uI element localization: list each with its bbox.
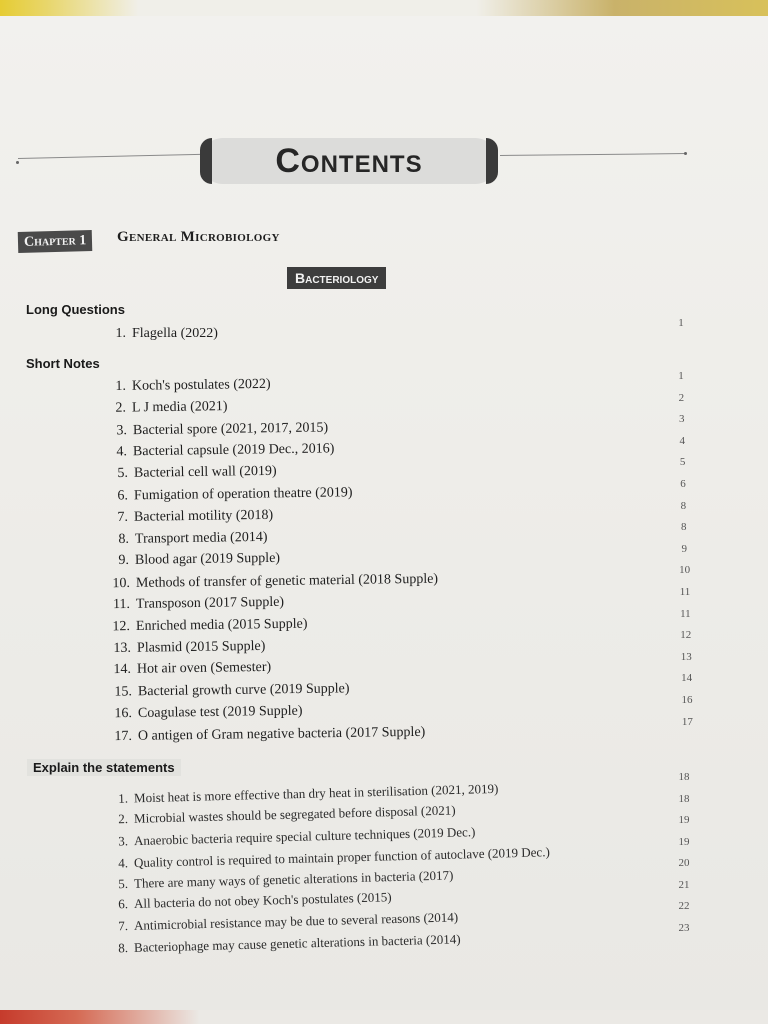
- entry-page-number: 18: [678, 771, 690, 783]
- entry-number: 7.: [118, 918, 129, 934]
- entry-number: 6.: [118, 896, 129, 912]
- entry-page-number: 13: [680, 650, 692, 663]
- entry-page-number: 6: [680, 478, 686, 490]
- entry-number: 16.: [114, 706, 133, 722]
- page-bottom-edge: [0, 1010, 768, 1024]
- entry-text: Bacterial motility (2018): [134, 507, 274, 525]
- entry-number: 9.: [118, 553, 130, 569]
- toc-entry: [109, 660, 271, 678]
- toc-entry: [104, 377, 271, 395]
- entry-number: 5.: [116, 466, 128, 482]
- entry-page-number: 23: [678, 921, 690, 934]
- entry-number: 2.: [118, 811, 129, 827]
- heading-explain-statements: Explain the statements: [27, 759, 181, 776]
- toc-entry: [106, 910, 458, 935]
- entry-page-number: 8: [680, 499, 687, 512]
- entry-page-number: 16: [681, 694, 693, 706]
- section-title: Bacteriology: [287, 267, 386, 289]
- entry-page-number: 17: [681, 715, 693, 728]
- toc-entry: [107, 572, 437, 593]
- entry-page-number: 19: [678, 814, 690, 826]
- entry-number: 3.: [116, 422, 127, 438]
- entry-number: 13.: [113, 640, 131, 656]
- toc-entry: [106, 889, 392, 912]
- heading-long-questions: Long Questions: [26, 302, 125, 317]
- entry-page-number: 14: [681, 672, 693, 685]
- entry-page-number: 5: [679, 456, 686, 469]
- entry-text: Fumigation of operation theatre (2019): [133, 485, 353, 504]
- entry-number: 14.: [113, 662, 132, 678]
- entry-text: Hot air oven (Semester): [137, 660, 272, 678]
- toc-entry: [109, 639, 266, 657]
- entry-page-number: 10: [679, 564, 691, 577]
- entry-page-number: 11: [680, 607, 691, 620]
- heading-short-notes: Short Notes: [26, 356, 100, 371]
- entry-number: 15.: [113, 684, 132, 700]
- entry-text: O antigen of Gram negative bacteria (2017 Supple): [138, 724, 426, 744]
- entry-page-number: 1: [678, 370, 684, 382]
- entry-text: Microbial wastes should be segregated before disposal (2021): [133, 802, 456, 827]
- entry-text: Blood agar (2019 Supple): [135, 551, 281, 569]
- entry-number: 8.: [118, 531, 129, 547]
- entry-text: Bacterial spore (2021, 2017, 2015): [132, 420, 329, 438]
- entry-page-number: 1: [678, 317, 684, 329]
- contents-banner: [200, 138, 498, 184]
- page-title: Contents: [275, 141, 423, 180]
- toc-entry: [105, 442, 335, 461]
- entry-text: Moist heat is more effective than dry heat in sterilisation (2021, 2019): [133, 780, 499, 806]
- toc-entry: [106, 867, 454, 892]
- entry-text: Quality control is required to maintain proper function of autoclave (2019 Dec.): [133, 844, 550, 871]
- page-top-edge: [0, 0, 768, 16]
- entry-number: 8.: [118, 939, 129, 956]
- entry-text: Bacterial capsule (2019 Dec., 2016): [133, 441, 335, 460]
- entry-text: Transposon (2017 Supple): [135, 594, 285, 612]
- entry-text: Bacterial growth curve (2019 Supple): [137, 681, 350, 700]
- entry-page-number: 21: [678, 878, 690, 891]
- entry-text: Koch's postulates (2022): [131, 376, 271, 394]
- entry-text: Antimicrobial resistance may be due to several reasons (2014): [133, 909, 459, 934]
- entry-text: Bacteriophage may cause genetic alterations in bacteria (2014): [133, 931, 461, 955]
- toc-entry: [110, 725, 425, 745]
- rule-dot-left: [16, 161, 19, 164]
- entry-text: Plasmid (2015 Supple): [136, 638, 266, 656]
- entry-text: Transport media (2014): [134, 529, 268, 547]
- entry-number: 6.: [117, 488, 129, 504]
- entry-number: 2.: [115, 400, 127, 416]
- toc-entry: [107, 529, 268, 547]
- entry-page-number: 9: [681, 542, 687, 555]
- entry-number: 10.: [111, 576, 130, 592]
- toc-entry: [106, 508, 273, 526]
- toc-entry: [105, 420, 328, 439]
- entry-page-number: 2: [678, 391, 685, 404]
- entry-text: Anaerobic bacteria require special culture techniques (2019 Dec.): [133, 823, 476, 848]
- toc-entry: [106, 803, 456, 828]
- entry-number: 1.: [115, 326, 126, 341]
- toc-entry: [105, 464, 276, 482]
- entry-number: 17.: [114, 728, 133, 744]
- toc-entry: [108, 595, 284, 613]
- toc-entry: [106, 931, 461, 956]
- entry-number: 4.: [116, 444, 128, 460]
- entry-number: 1.: [115, 378, 127, 395]
- toc-entry: [108, 616, 308, 635]
- entry-text: Coagulase test (2019 Supple): [137, 703, 303, 721]
- toc-entry: [106, 485, 353, 504]
- entry-page-number: 22: [678, 900, 690, 912]
- rule-dot-right: [684, 152, 687, 155]
- header-rule-right: [500, 153, 686, 156]
- entry-text: Flagella (2022): [132, 326, 218, 341]
- entry-text: Bacterial cell wall (2019): [133, 463, 277, 481]
- chapter-label: Chapter 1: [18, 230, 93, 253]
- entry-page-number: 12: [680, 629, 692, 642]
- entry-page-number: 20: [678, 857, 690, 869]
- toc-entry: [104, 399, 228, 417]
- entry-page-number: 3: [679, 413, 685, 426]
- toc-entry: [104, 326, 218, 342]
- entry-page-number: 8: [681, 521, 687, 534]
- entry-number: 7.: [117, 509, 129, 525]
- entry-page-number: 11: [679, 586, 691, 598]
- chapter-title: General Microbiology: [117, 229, 280, 245]
- toc-entry: [109, 682, 349, 701]
- entry-page-number: 18: [678, 792, 690, 805]
- entry-number: 3.: [118, 833, 129, 849]
- toc-entry: [106, 824, 476, 850]
- toc-entry: [110, 704, 303, 723]
- entry-number: 5.: [118, 875, 129, 891]
- entry-number: 4.: [118, 855, 129, 871]
- entry-number: 1.: [118, 790, 129, 806]
- entry-text: L J media (2021): [132, 398, 228, 416]
- toc-entry: [107, 551, 280, 569]
- entry-number: 11.: [112, 596, 131, 613]
- entry-page-number: 4: [679, 434, 685, 447]
- entry-number: 12.: [112, 618, 131, 635]
- entry-text: There are many ways of genetic alterations in bacteria (2017): [133, 867, 454, 891]
- entry-page-number: 19: [678, 835, 690, 848]
- entry-text: Enriched media (2015 Supple): [136, 616, 308, 634]
- header-rule-left: [18, 154, 206, 159]
- entry-text: All bacteria do not obey Koch's postulates (2015): [133, 889, 392, 912]
- toc-entry: [106, 844, 550, 872]
- entry-text: Methods of transfer of genetic material (2018 Supple): [135, 571, 438, 592]
